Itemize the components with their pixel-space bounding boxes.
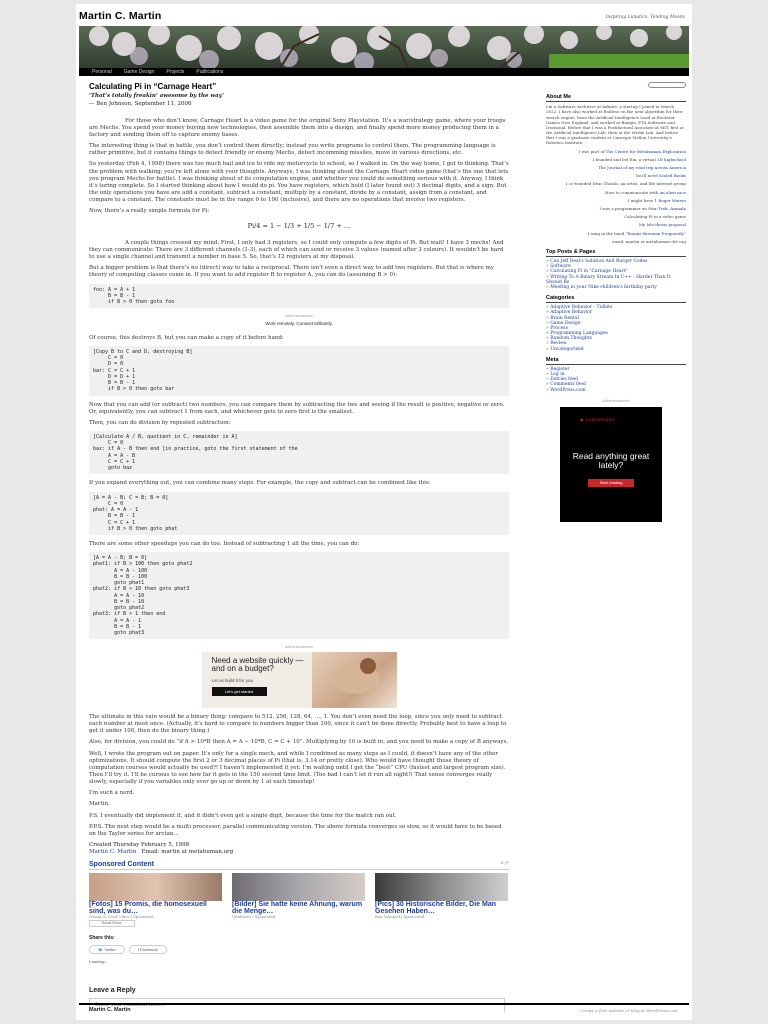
- fact-text: I sang in the band “: [587, 230, 628, 236]
- ad-cta-button[interactable]: Let's get started: [212, 687, 267, 696]
- fact-text: The: [598, 165, 608, 171]
- fact-text: How to communicate with: [605, 189, 660, 195]
- facebook-share-button[interactable]: [129, 945, 167, 954]
- paragraph-division: Then, you can do division by repeated subtraction:: [89, 419, 231, 426]
- about-facts: [546, 149, 686, 244]
- category-link[interactable]: » Game Design: [546, 321, 686, 326]
- about-fact: [546, 181, 686, 186]
- fact-link[interactable]: The Centre for Metahuman Exploration: [605, 148, 686, 154]
- sponsored-title: Sponsored Content: [89, 861, 154, 869]
- paragraph-compare: Now that you can add (or subtract) two numbers, you can compare them by subtracting the two and seeing if the result is positive, negative or zero. Or, equivalently, you can subtract 1 from each, and whichever gets to zero first is the smallest.: [89, 401, 505, 415]
- fact-link[interactable]: Star Trek: Armada: [648, 205, 686, 211]
- top-post-link[interactable]: » Writing To A Binary Stream In C++ - Harder Than It Should Be: [546, 275, 686, 285]
- about-fact: [546, 214, 686, 219]
- longreads-logo: ◉ LONGREADS: [580, 417, 616, 423]
- website-builder-ad[interactable]: [202, 652, 397, 708]
- paragraph-expand: If you expand everything out, you can combine many steps. For example, the copy and subtract can be combined like this:: [89, 480, 431, 487]
- meta-title: Meta: [546, 357, 686, 365]
- top-posts-title: Top Posts & Pages: [546, 249, 686, 257]
- sponsored-grid: [89, 873, 509, 927]
- categories-list: [546, 305, 686, 352]
- sponsored-item[interactable]: [232, 873, 365, 927]
- nav-item-publications[interactable]: Publications: [196, 68, 224, 75]
- sponsored-headline[interactable]: [Pics] 30 Historische Bilder, Die Man Gesehen Haben…: [375, 901, 496, 916]
- about-fact: [546, 190, 686, 195]
- category-link[interactable]: » Uncategorized: [546, 347, 686, 352]
- paragraph-registers: A couple things crossed my mind. First, I only had 3 registers, so I could only compute a few digits of Pi. But wait! I have 3 mechs! And they can communicate: There are 3 different channels (1-3), each of which can send or receive 3 values (named after 3 colours). It wouldn’t be hard to use a single channel and transmit a number in base 5. So, that’s 12 registers at my disposal.: [89, 239, 504, 261]
- fact-text: I founded and led Em, a virtual 3D: [592, 156, 665, 162]
- quote-attribution: — Ben Johnson, September 11, 2006: [89, 100, 192, 107]
- ad-label: Advertisements: [285, 645, 313, 650]
- fact-link[interactable]: Roger Waters: [658, 197, 686, 203]
- fact-text: Calculating Pi in a video game: [624, 214, 686, 220]
- category-link[interactable]: » Adaptive Behavior: [546, 310, 686, 315]
- nav-item-projects[interactable]: Projects: [166, 68, 185, 75]
- fact-link[interactable]: Scaled Books: [658, 173, 686, 179]
- about-fact: [546, 239, 686, 244]
- paragraph-pps: P.P.S. The next step would be a multi processor, parallel communicating version. The above formula converges so slow, so it would have to be based on the Taylor series for arctan…: [89, 823, 502, 837]
- nav-item-game-design[interactable]: Game Design: [123, 68, 155, 75]
- meta-link[interactable]: » Entries feed: [546, 377, 686, 382]
- search-input[interactable]: [648, 82, 686, 88]
- meta-link[interactable]: » WordPress.com: [546, 388, 686, 393]
- author-link[interactable]: Martin C. Martin: [89, 849, 137, 856]
- sponsored-content: [89, 860, 509, 927]
- fact-text: I might have 1: [627, 197, 659, 203]
- pi-formula: Pi/4 = 1 − 1/3 + 1/5 − 1/7 + …: [247, 222, 351, 231]
- paragraph-ps: P.S. I eventually did implement it, and it didn’t even get a single digit, because the time for the match ran out.: [89, 812, 397, 819]
- meta-link[interactable]: » Register: [546, 367, 686, 372]
- facebook-icon: f: [137, 946, 141, 952]
- paragraph-program: Well, I wrote the program out on paper. It’s only for a single mech, and while I combined as many steps as I could, it doesn’t have any of the other optimizations. It should compute the first 2 or 3 decimal places of Pi (that is, 3.14 or pretty close). Who would have thought those theory of computation courses would actually be used?! I haven’t implemented it yet; I’m waiting until I get the “best” CPU (fastest and largest program size). Then I’ll try it. I’ll be curious to see how far it gets in the 150 second time limit. (Too bad I can’t let it run all night!) That sense converges really slowly, especially if you variables only ever go up or down by 1 at each timestep!: [89, 750, 506, 786]
- fact-text: email: martin at metahuman dot org: [612, 238, 686, 244]
- paragraph-speedups: There are some other speedups you can do too. Instead of subtracting 1 all the time, you can do:: [89, 541, 360, 548]
- twitter-label: Twitter: [104, 946, 116, 952]
- about-fact: [546, 231, 686, 236]
- sidebar: [546, 82, 686, 522]
- fact-link[interactable]: an alien race: [659, 189, 686, 195]
- share-section: [89, 935, 509, 964]
- sponsored-source: Viralnews | Sponsored: [232, 914, 276, 920]
- footer-credit[interactable]: Create a free website or blog at WordPress.com.: [580, 1008, 679, 1014]
- fact-link[interactable]: highschool: [664, 156, 686, 162]
- top-post-link[interactable]: » Can Jeff Deal's Solution And Burger Codes: [546, 259, 686, 264]
- sponsored-item[interactable]: [89, 873, 222, 927]
- post-quote: ‘That’s totally freakin’ awesome by the way’: [89, 93, 225, 100]
- reply-title: Leave a Reply: [89, 987, 136, 995]
- about-fact: [546, 222, 686, 227]
- category-link[interactable]: » Adaptive Behavior - Tidbits: [546, 305, 686, 310]
- category-link[interactable]: » Programming Languages: [546, 331, 686, 336]
- category-link[interactable]: » Random Thoughts: [546, 336, 686, 341]
- paragraph-copy: Of course, this destroys B, but you can make a copy of it before hand:: [89, 334, 284, 341]
- blossom-tree-illustration: [79, 26, 689, 70]
- about-text: I'm a Software Architect at Infinite, a startup I joined in March 2022. I have also worked at Endless on the next algorithm for their search engine, been the Artificial Intelligence Lead at Rockstar Games New England, and worked at Bungie, FTA Software and Irrational. Before that I was a Postdoctoral Associate at MIT, first at the Artificial Intelligence Lab, then at the Media Lab. And before that I was a graduate student at Carnegie Mellon University's Robotics Institute.: [546, 104, 684, 146]
- site-tagline: Inspiring Lunatics, Tending Means: [605, 15, 685, 20]
- site-title[interactable]: Martin C. Martin: [79, 10, 162, 22]
- about-fact: [546, 149, 686, 154]
- sponsored-item[interactable]: [375, 873, 508, 927]
- category-link[interactable]: » Process: [546, 326, 686, 331]
- share-buttons: [89, 945, 509, 954]
- paragraph-multiply: Also, for division, you could do “if A > 10*B then A = A − 10*B, C = C + 10”. Multiplying by 10 is built in, and you need to make a copy of B anyways.: [89, 739, 509, 746]
- ad-subline: Let us build it for you: [211, 678, 254, 684]
- read-more-button[interactable]: Read More: [89, 920, 135, 927]
- adchoices-icon[interactable]: ⊳ |P: [500, 860, 509, 866]
- about-fact: [546, 198, 686, 203]
- paragraph-nerd: I’m such a nerd.: [89, 790, 135, 797]
- code-block-combine: [A = A - B; C = B; B = 0] C = 0 phat: A = A - 1 B = B - 1 C = C + 1 if B > 0 then goto phat: [89, 492, 509, 536]
- footer-site-name[interactable]: Martin C. Martin: [89, 1007, 131, 1014]
- sponsored-thumbnail[interactable]: [375, 873, 508, 901]
- paragraph-signature: Martin.: [89, 801, 110, 808]
- category-link[interactable]: » Brain Rental: [546, 316, 686, 321]
- fact-text: My: [638, 222, 647, 228]
- fact-text: You'll need: [635, 173, 659, 179]
- paragraph-reciprocal: But a bigger problem is that there’s no (direct) way to take a reciprocal. There isn’t even a direct way to add two registers. But that is where my theory of computing classes come in. If you want to add register B to register A, you can do (assuming B > 0):: [89, 265, 494, 279]
- ad-label: Advertisements: [602, 398, 630, 403]
- post-title[interactable]: Calculating Pi in “Carnage Heart”: [89, 82, 217, 91]
- meta-link[interactable]: » Comments feed: [546, 382, 686, 387]
- meta-list: [546, 367, 686, 393]
- about-fact: [546, 157, 686, 162]
- ad-photo: [312, 652, 397, 708]
- main-navigation: [79, 68, 689, 76]
- post-content: [89, 82, 509, 1012]
- fact-text: I was part of: [578, 148, 606, 154]
- categories-title: Categories: [546, 295, 686, 303]
- author-email: Email: martin at metahuman.org: [141, 849, 234, 856]
- sponsored-source: Bon Voyaged | Sponsored: [375, 914, 425, 920]
- meta-link[interactable]: » Log in: [546, 372, 686, 377]
- sponsored-thumbnail[interactable]: [89, 873, 222, 901]
- top-posts-list: [546, 259, 686, 290]
- code-block-copy: [Copy B to C and D, destroying B] C = 0 D = 0 bar: C = C + 1 D = D + 1 B = B - 1 if B > 0 then goto bar: [89, 346, 509, 396]
- ad-headline: Need a website quickly — and on a budget?: [211, 656, 304, 674]
- paragraph-binary: The ultimate in this vain would be a binary thing: compare to 512, 256, 128, 64, …, 1. You don’t even need the loop, since you only need to subtract each number at most once. (Actually, it’s hard to compare to numbers bigger than 100, since it can’t be done directly. Probably best to have a loop to get it under 100, then do the binary thing.): [89, 714, 507, 735]
- search-area: [546, 82, 686, 88]
- longreads-ad[interactable]: [560, 407, 662, 522]
- longreads-headline: Read anything great lately?: [572, 451, 650, 471]
- sponsored-thumbnail[interactable]: [232, 873, 365, 901]
- author-line: [89, 849, 509, 856]
- ad-label: Advertisements: [285, 314, 313, 319]
- category-link[interactable]: » Review: [546, 341, 686, 346]
- about-fact: [546, 165, 686, 170]
- top-post-link[interactable]: » Calculating Pi in "Carnage Heart": [546, 269, 686, 274]
- facebook-label: Facebook: [140, 946, 158, 952]
- sponsored-source: Gossip & Good Vibes | Sponsored: [89, 914, 154, 920]
- fact-text: I co-founded Dear Thumb, an artist, and life internet group: [565, 181, 686, 187]
- created-date: Created Thursday February 5, 1998: [89, 842, 190, 848]
- loading-text: Loading...: [89, 959, 108, 965]
- top-post-link[interactable]: » Meeting in your Nike children's birthday party: [546, 285, 686, 290]
- share-title: Share this:: [89, 935, 115, 942]
- comment-field[interactable]: Enter your comment here...: [89, 998, 505, 1012]
- nav-item-personal[interactable]: Personal: [92, 68, 112, 75]
- about-fact: [546, 173, 686, 178]
- about-fact: [546, 206, 686, 211]
- paragraph-story: So yesterday (Feb 4, 1998) there was too much hail and ice to ride my motorcycle to school, so I walked in. On the way home, I got to thinking. That’s the problem with walking; you’re left alone with your thoughts. Anyways, I was thinking about the Carnage Heart video game (that’s the one that lets you program Mechs for battle). I was thinking about of its computation engine, and whether you could do something serious with it. Anyway, I think it’s turing complete. So I started thinking about how I would do pi. You have registers, which hold (I later found out) 3 decimal digits, and a sign. But the only operations you have are add a constant, subtract a constant, multiply by a constant, divide by a constant, assign from a constant, and compare to a constant. The constants must be in the range 0 to 100 (inclusive), and there are no operations that involve two registers.: [89, 161, 509, 204]
- twitter-icon: 🐦: [98, 946, 105, 952]
- code-block-divide: [Calculate A / B, quotient in C, remainder in A] C = 0 baz: if A - B then end [in practice, goto the first statement of the A = A - B C = C + 1 goto baz: [89, 431, 509, 475]
- top-post-link[interactable]: » Software: [546, 264, 686, 269]
- code-block-add: foo: A = A + 1 B = B - 1 if B > 0 then goto foo: [89, 284, 509, 309]
- site-footer: [79, 1003, 689, 1017]
- code-block-speedup: [A = A - B; B = 0] phat1: if B > 100 then goto phat2 A = A - 100 B = B - 100 goto phat1 phat2: if B > 10 then goto phat3 A = A - 10 B = B - 10 goto phat2 phat3: if B > 1 then end A = A - 1 B = B - 1 goto phat3: [89, 552, 509, 639]
- page: [76, 4, 692, 1020]
- paragraph-formula-intro: Now, there’s a really simple formula for Pi:: [89, 208, 210, 215]
- twitter-share-button[interactable]: [89, 945, 125, 954]
- sponsored-headline[interactable]: [Fotos] 15 Promis, die homosexuell sind, was du…: [89, 901, 207, 916]
- sponsored-headline[interactable]: [Bilder] Sie hatte keine Ahnung, warum die Menge…: [232, 901, 363, 916]
- start-reading-button[interactable]: Start reading: [588, 479, 634, 487]
- header-banner-image: [79, 26, 689, 70]
- sponsored-header: [89, 860, 509, 870]
- text-advertisement[interactable]: Work remotely. Connect brilliantly.: [265, 320, 333, 326]
- fact-link[interactable]: Bonnie Brennan Frequently”: [627, 230, 686, 236]
- paragraph-intro: For those who don’t know, Carnage Heart is a video game for the original Sony Playstation. It’s a war/strategy game, where your troops are Mechs. You spend your money buying new technologies, then assemble them into a design, and finally spend more money producing them in a factory and sending them off to capture enemy bases.: [89, 117, 506, 138]
- fact-link[interactable]: Journal of my road trip across America: [607, 165, 686, 171]
- site-header: [79, 8, 689, 68]
- about-title: About Me: [546, 94, 686, 102]
- paragraph-programming: The interesting thing is that in battle, you don’t control them directly; instead you write programs to control them. The programming language is rather primitive, but it contains things to detect friendly or enemy Mechs, detect incomming missiles, move in various directions, etc.: [89, 143, 496, 157]
- fact-link[interactable]: Ishi thesis proposal: [646, 222, 686, 228]
- fact-text: I was a programmer on: [599, 205, 649, 211]
